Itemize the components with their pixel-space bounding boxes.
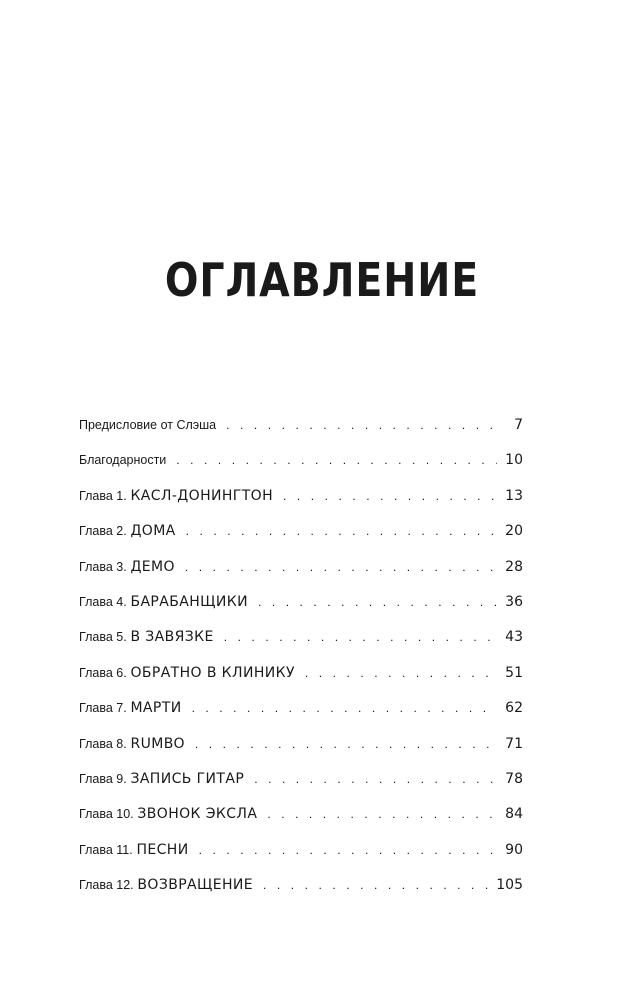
toc-entry-label bbox=[79, 454, 166, 467]
toc-page-number: 78 bbox=[505, 770, 523, 787]
toc-page-number: 13 bbox=[505, 487, 523, 504]
dot-leader bbox=[258, 596, 497, 608]
toc-entry-label bbox=[79, 630, 214, 644]
toc-entry bbox=[79, 843, 523, 878]
toc-page-number: 71 bbox=[505, 735, 523, 752]
toc-page-number: 43 bbox=[505, 629, 523, 646]
toc-chapter-prefix: Глава 4. bbox=[79, 594, 127, 609]
toc-entry bbox=[79, 807, 523, 842]
toc-entry bbox=[79, 630, 523, 665]
toc-entry-label bbox=[79, 419, 216, 432]
dot-leader bbox=[283, 490, 497, 502]
toc-chapter-name: ДОМА bbox=[130, 523, 176, 540]
toc-entry-label bbox=[79, 843, 189, 857]
toc-chapter-prefix: Глава 7. bbox=[79, 701, 127, 716]
toc-chapter-prefix: Глава 11. bbox=[79, 842, 133, 857]
toc-entry-prefix: Благодарности bbox=[79, 453, 167, 468]
toc-page-number: 20 bbox=[505, 523, 523, 540]
toc-chapter-name: БАРАБАНЩИКИ bbox=[130, 593, 248, 610]
toc-chapter-prefix: Глава 1. bbox=[79, 488, 127, 503]
dot-leader bbox=[199, 844, 497, 856]
toc-entry-label bbox=[79, 595, 248, 609]
toc-chapter-prefix: Глава 6. bbox=[79, 665, 127, 680]
toc-entry-label bbox=[79, 489, 273, 503]
toc-chapter-name: RUMBO bbox=[130, 735, 185, 752]
toc-chapter-prefix: Глава 2. bbox=[79, 524, 127, 539]
toc-entry bbox=[79, 595, 523, 630]
dot-leader bbox=[263, 879, 488, 891]
toc-entry-label bbox=[79, 737, 185, 751]
toc-page-number: 28 bbox=[505, 558, 523, 575]
toc-chapter-prefix: Глава 9. bbox=[79, 771, 127, 786]
toc-entry bbox=[79, 560, 523, 595]
toc-entry bbox=[79, 701, 523, 736]
toc-chapter-name: ЗВОНОК ЭКСЛА bbox=[137, 806, 258, 823]
toc-entry-label bbox=[79, 524, 176, 538]
toc-chapter-prefix: Глава 3. bbox=[79, 559, 127, 574]
toc-entry bbox=[79, 666, 523, 701]
toc-chapter-prefix: Глава 12. bbox=[79, 878, 134, 893]
toc-entry-label bbox=[79, 807, 257, 821]
toc-chapter-name: ПЕСНИ bbox=[136, 841, 189, 858]
toc-chapter-name: ЗАПИСЬ ГИТАР bbox=[130, 770, 245, 787]
toc-entry bbox=[79, 878, 523, 913]
toc-page-number: 105 bbox=[496, 877, 523, 894]
dot-leader bbox=[185, 561, 497, 573]
toc-chapter-name: ДЕМО bbox=[130, 558, 175, 575]
dot-leader bbox=[176, 454, 497, 466]
toc-entry-label bbox=[79, 772, 244, 786]
toc-entry-label bbox=[79, 701, 182, 715]
toc-chapter-name: МАРТИ bbox=[130, 700, 182, 717]
dot-leader bbox=[254, 773, 497, 785]
toc-chapter-name: ВОЗВРАЩЕНИЕ bbox=[137, 877, 254, 894]
toc-entry bbox=[79, 737, 523, 772]
toc-entry bbox=[79, 772, 523, 807]
toc-page-number: 7 bbox=[514, 417, 523, 433]
dot-leader bbox=[192, 702, 497, 714]
toc-chapter-name: В ЗАВЯЗКЕ bbox=[130, 629, 214, 646]
toc-entry bbox=[79, 489, 523, 524]
toc-chapter-name: КАСЛ-ДОНИНГТОН bbox=[130, 487, 274, 504]
dot-leader bbox=[267, 808, 497, 820]
toc-entry bbox=[79, 453, 523, 488]
toc-page-number: 51 bbox=[505, 664, 523, 681]
toc-entry bbox=[79, 524, 523, 559]
dot-leader bbox=[224, 631, 497, 643]
toc-page-number: 36 bbox=[505, 593, 523, 610]
toc-entry-label bbox=[79, 878, 253, 892]
toc-entry-label bbox=[79, 560, 175, 574]
dot-leader bbox=[195, 738, 497, 750]
dot-leader bbox=[186, 525, 497, 537]
table-of-contents bbox=[79, 418, 523, 913]
toc-page-number: 90 bbox=[505, 841, 523, 858]
dot-leader bbox=[226, 419, 497, 431]
toc-page-number: 62 bbox=[505, 700, 523, 717]
toc-entry-label bbox=[79, 666, 295, 680]
toc-entry-prefix: Предисловие от Слэша bbox=[79, 418, 217, 432]
dot-leader bbox=[305, 667, 497, 679]
toc-chapter-name: ОБРАТНО В КЛИНИКУ bbox=[130, 664, 295, 681]
toc-chapter-prefix: Глава 10. bbox=[79, 807, 134, 822]
toc-page-number: 10 bbox=[505, 452, 523, 469]
toc-chapter-prefix: Глава 5. bbox=[79, 630, 127, 645]
toc-entry bbox=[79, 418, 523, 453]
page-title: ОГЛАВЛЕНИЕ bbox=[164, 252, 480, 307]
toc-page-number: 84 bbox=[505, 806, 523, 823]
toc-chapter-prefix: Глава 8. bbox=[79, 736, 127, 751]
